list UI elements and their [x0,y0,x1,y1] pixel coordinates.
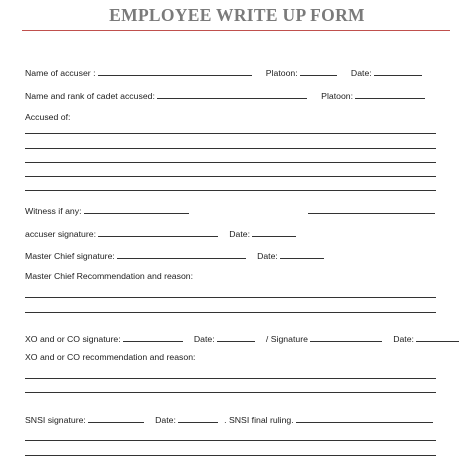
snsi-row [25,413,433,426]
accused-of-line[interactable] [25,190,436,191]
snsi-final-ruling-field[interactable] [296,413,433,423]
date-label: Date: [393,334,414,344]
xo-co-signature-field[interactable] [123,332,183,342]
master-chief-recommendation-line[interactable] [25,312,436,313]
signature-field[interactable] [310,332,382,342]
snsi-final-ruling-label: . SNSI final ruling. [224,415,294,425]
date-label: Date: [155,415,176,425]
accuser-signature-field[interactable] [98,227,218,237]
accused-of-line[interactable] [25,176,436,177]
date-field[interactable] [374,66,422,76]
cadet-name-rank-field[interactable] [157,89,307,99]
date-field[interactable] [252,227,296,237]
xo-co-recommendation-line[interactable] [25,392,436,393]
accused-of-label: Accused of: [25,112,71,122]
platoon-label: Platoon: [265,68,298,78]
accused-of-line[interactable] [25,162,436,163]
date-label: Date: [350,68,372,78]
accused-of-line[interactable] [25,133,436,134]
platoon-field[interactable] [355,89,425,99]
cadet-row [25,89,425,102]
date-field[interactable] [416,332,459,342]
signature-separator: / Signature [265,334,308,344]
accused-of-line[interactable] [25,148,436,149]
master-chief-signature-field[interactable] [117,249,246,259]
date-field[interactable] [178,413,218,423]
xo-co-recommendation-line[interactable] [25,378,436,379]
form-title: EMPLOYEE WRITE UP FORM [109,5,365,25]
master-chief-recommendation-line[interactable] [25,297,436,298]
date-label: Date: [229,229,251,239]
snsi-signature-label: SNSI signature: [25,415,86,425]
date-label: Date: [257,251,278,261]
accuser-row [25,66,422,79]
witness-row [25,204,189,217]
accuser-signature-row [25,227,296,240]
accuser-signature-label: accuser signature: [25,229,96,239]
date-label: Date: [193,334,215,344]
date-field[interactable] [217,332,255,342]
witness-field-2[interactable] [308,204,435,214]
xo-co-signature-label: XO and or CO signature: [25,334,121,344]
platoon-field[interactable] [300,66,337,76]
master-chief-recommendation-label: Master Chief Recommendation and reason: [25,271,194,281]
cadet-name-rank-label: Name and rank of cadet accused: [25,91,155,101]
accuser-name-field[interactable] [98,66,252,76]
date-field[interactable] [280,249,324,259]
xo-co-recommendation-label: XO and or CO recommendation and reason: [25,352,196,362]
witness-field[interactable] [84,204,189,214]
witness-label: Witness if any: [25,206,82,216]
master-chief-signature-row [25,249,324,262]
snsi-signature-field[interactable] [88,413,144,423]
title-divider [22,30,450,31]
accuser-name-label: Name of accuser : [25,68,96,78]
master-chief-signature-label: Master Chief signature: [25,251,115,261]
snsi-final-ruling-line[interactable] [25,455,436,456]
platoon-label: Platoon: [321,91,354,101]
xo-co-signature-row [25,332,459,345]
snsi-final-ruling-line[interactable] [25,440,436,441]
